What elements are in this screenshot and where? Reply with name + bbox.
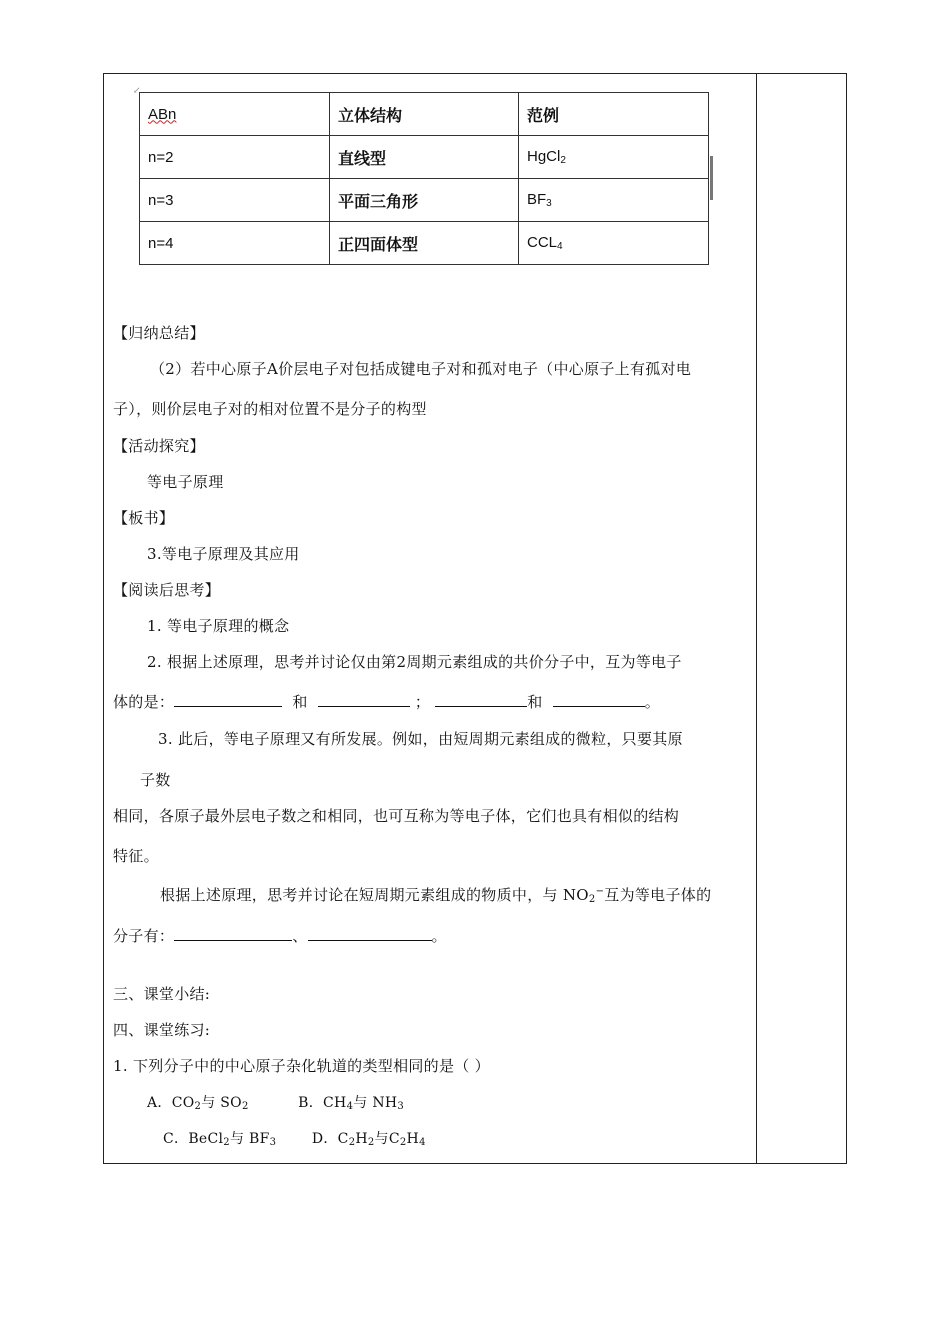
option-b[interactable]: B．$CH_4$与 $NH_3$: [298, 1095, 405, 1112]
header-abn: ABn: [140, 93, 330, 136]
option-c[interactable]: C．BeCl$_2$与 $BF_3$: [163, 1131, 277, 1148]
summary-heading: 【归纳总结】: [113, 324, 205, 342]
cell-shape: 直线型: [330, 136, 519, 179]
question-2-line1: 2. 根据上述原理，思考并讨论仅由第2周期元素组成的共价分子中，互为等电子: [147, 653, 682, 671]
scroll-mark: [710, 156, 713, 200]
class-practice-heading: 四、课堂练习:: [113, 1021, 211, 1039]
cell-n: n=4: [140, 222, 330, 265]
cell-example: $CCL_4$: [519, 222, 709, 265]
cell-n: n=3: [140, 179, 330, 222]
cell-shape: 正四面体型: [330, 222, 519, 265]
summary-paragraph-line2: 子），则价层电子对的相对位置不是分子的构型: [113, 400, 427, 418]
header-example: 范例: [519, 93, 709, 136]
cell-n: n=2: [140, 136, 330, 179]
reading-heading: 【阅读后思考】: [113, 581, 221, 599]
option-a[interactable]: A．$CO_2$与 $SO_2$: [147, 1095, 249, 1112]
question-3-line4: 特征。: [113, 847, 159, 865]
table-corner-mark: ↙: [133, 86, 141, 96]
cell-shape: 平面三角形: [330, 179, 519, 222]
question-3-line3: 相同，各原子最外层电子数之和相同，也可互称为等电子体，它们也具有相似的结构: [113, 807, 680, 825]
exercise-1-options-cd: [163, 1129, 426, 1153]
summary-paragraph-line1: （2）若中心原子A价层电子对包括成键电子对和孤对电子（中心原子上有孤对电: [150, 360, 692, 378]
header-structure: 立体结构: [330, 93, 519, 136]
cell-example: $BF_3$: [519, 179, 709, 222]
question-4-line1: 根据上述原理，思考并讨论在短周期元素组成的物质中，与 $NO_2^-$互为等电子体的: [160, 886, 712, 905]
cell-example: HgCl$_2$: [519, 136, 709, 179]
question-1: 1. 等电子原理的概念: [147, 617, 290, 635]
answer-blank[interactable]: [174, 926, 292, 941]
table-row: [140, 222, 709, 265]
answer-blank[interactable]: [553, 692, 645, 707]
answer-blank[interactable]: [318, 692, 410, 707]
question-3-line1: 3. 此后，等电子原理又有所发展。例如，由短周期元素组成的微粒，只要其原: [158, 730, 683, 748]
board-heading: 【板书】: [113, 509, 175, 527]
exercise-1: 1. 下列分子中的中心原子杂化轨道的类型相同的是（ ）: [113, 1057, 490, 1075]
table-header-row: [140, 93, 709, 136]
answer-blank[interactable]: [174, 692, 282, 707]
frame-divider: [756, 73, 757, 1164]
option-d[interactable]: D．$C_2H_2$与$C_2H_4$: [311, 1131, 426, 1148]
activity-heading: 【活动探究】: [113, 437, 205, 455]
table-row: [140, 136, 709, 179]
answer-blank[interactable]: [435, 692, 527, 707]
vsepr-table: [139, 92, 709, 265]
answer-blank[interactable]: [308, 926, 432, 941]
table-row: [140, 179, 709, 222]
class-summary-heading: 三、课堂小结:: [113, 985, 211, 1003]
question-2-line2: 体的是： 和 ； 和 。: [113, 693, 661, 711]
activity-text: 等电子原理: [147, 473, 224, 491]
exercise-1-options-ab: [147, 1093, 404, 1117]
board-text: 3.等电子原理及其应用: [147, 545, 300, 563]
question-3-line2: 子数: [140, 771, 171, 789]
question-4-line2: 分子有： 、 。: [113, 927, 447, 945]
